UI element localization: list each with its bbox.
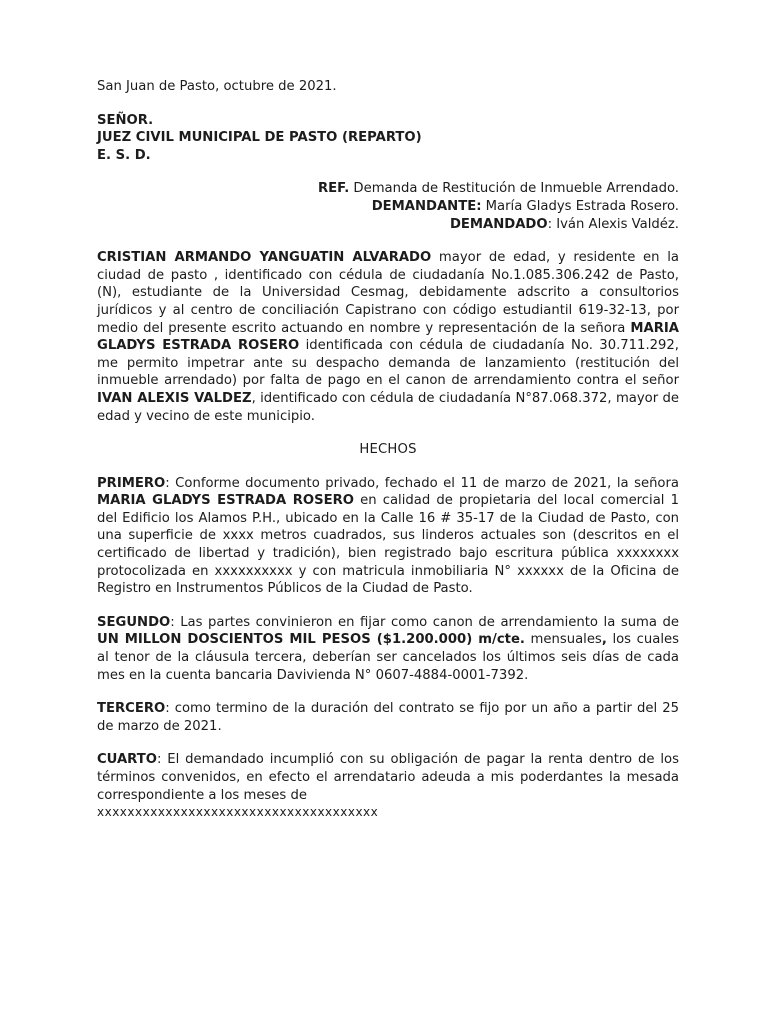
attorney-name: CRISTIAN ARMANDO YANGUATIN ALVARADO — [97, 250, 432, 266]
fact-third-label: TERCERO — [97, 701, 166, 717]
addressee-esd: E. S. D. — [97, 147, 151, 163]
defendant-line — [97, 216, 679, 234]
fact-first-name: MARIA GLADYS ESTRADA ROSERO — [97, 493, 354, 509]
fact-second-text-3: los cuales al tenor de la cláusula tercera, deberían ser cancelados los últimos seis días de cada mes en la cuenta bancaria Davivienda N° 0607-4884-0001-7392. — [97, 632, 680, 683]
defendant-text: : Iván Alexis Valdéz. — [547, 216, 679, 232]
fact-fourth-label: CUARTO — [97, 752, 157, 768]
ref-text: Demanda de Restitución de Inmueble Arrendado. — [349, 181, 679, 197]
fact-second-amount: UN MILLON DOSCIENTOS MIL PESOS ($1.200.000) m/cte. — [97, 632, 525, 648]
addressee-judge: JUEZ CIVIL MUNICIPAL DE PASTO (REPARTO) — [97, 130, 422, 146]
addressee-title: SEÑOR. — [97, 112, 154, 128]
defendant-label: DEMANDADO — [449, 216, 548, 232]
intro-text-3: , identificado con cédula de ciudadanía N°87.068.372, mayor de edad y vecino de este municipio. — [97, 390, 679, 424]
reference-line — [97, 180, 679, 198]
fact-first-text-1: : Conforme documento privado, fechado el 11 de marzo de 2021, la señora — [165, 475, 679, 491]
fact-first-label: PRIMERO — [97, 475, 166, 491]
reference-block — [97, 180, 679, 233]
client-name: MARIA GLADYS ESTRADA ROSERO — [97, 320, 679, 354]
intro-text-2: identificada con cédula de ciudadanía No. 30.711.292, me permito impetrar ante su despacho demanda de lanzamiento (restitución del inmueble arrendado) por falta de pago en el canon de arrendamiento contra el señor — [97, 338, 679, 389]
addressee-block — [97, 112, 679, 165]
fact-second-label: SEGUNDO — [97, 614, 171, 630]
ref-label: REF. — [317, 181, 350, 197]
fact-second-comma: , — [601, 632, 607, 648]
plaintiff-text: María Gladys Estrada Rosero. — [481, 198, 679, 214]
fact-fourth-placeholder: xxxxxxxxxxxxxxxxxxxxxxxxxxxxxxxxxxxxx — [97, 805, 379, 820]
fact-first — [97, 475, 679, 598]
place-date: San Juan de Pasto, octubre de 2021. — [97, 79, 337, 94]
intro-paragraph — [97, 249, 679, 425]
plaintiff-label: DEMANDANTE: — [371, 198, 482, 214]
fact-first-text-2: en calidad de propietaria del local comercial 1 del Edificio los Alamos P.H., ubicado en la Calle 16 # 35-17 de la Ciudad de Pasto, con una superficie de xxxx metros cuadrados, sus linderos actuales son (descritos en el certificado de libertad y tradición), bien registrado bajo escritura pública xxxxxxxx protocolizada en xxxxxxxxxx y con matricula inmobiliaria N° xxxxxx de la Oficina de Registro en Instrumentos Públicos de la Ciudad de Pasto. — [97, 493, 680, 597]
fact-third — [97, 700, 679, 735]
fact-second-text-2: mensuales — [524, 632, 602, 648]
defendant-name: IVAN ALEXIS VALDEZ — [97, 390, 252, 406]
fact-third-text: : como termino de la duración del contrato se fijo por un año a partir del 25 de marzo de 2021. — [97, 701, 679, 734]
intro-text-1: mayor de edad, y residente en la ciudad de pasto , identificado con cédula de ciudadanía No.1.085.306.242 de Pasto, (N), estudiante de la Universidad Cesmag, debidamente adscrito a consultorios jurídicos y al centro de conciliación Capistrano con código estudiantil 619-32-13, por medio del presente escrito actuando en nombre y representación de la señora — [97, 250, 679, 336]
fact-fourth-text: : El demandado incumplió con su obligación de pagar la renta dentro de los términos convenidos, en efecto el arrendatario adeuda a mis poderdantes la mesada correspondiente a los meses de — [97, 752, 679, 803]
fact-fourth — [97, 751, 679, 821]
document-page — [97, 78, 679, 838]
fact-second-text-1: : Las partes convinieron en fijar como canon de arrendamiento la suma de — [170, 614, 679, 630]
facts-heading: HECHOS — [359, 442, 417, 458]
plaintiff-line — [97, 198, 679, 216]
fact-second — [97, 614, 679, 684]
